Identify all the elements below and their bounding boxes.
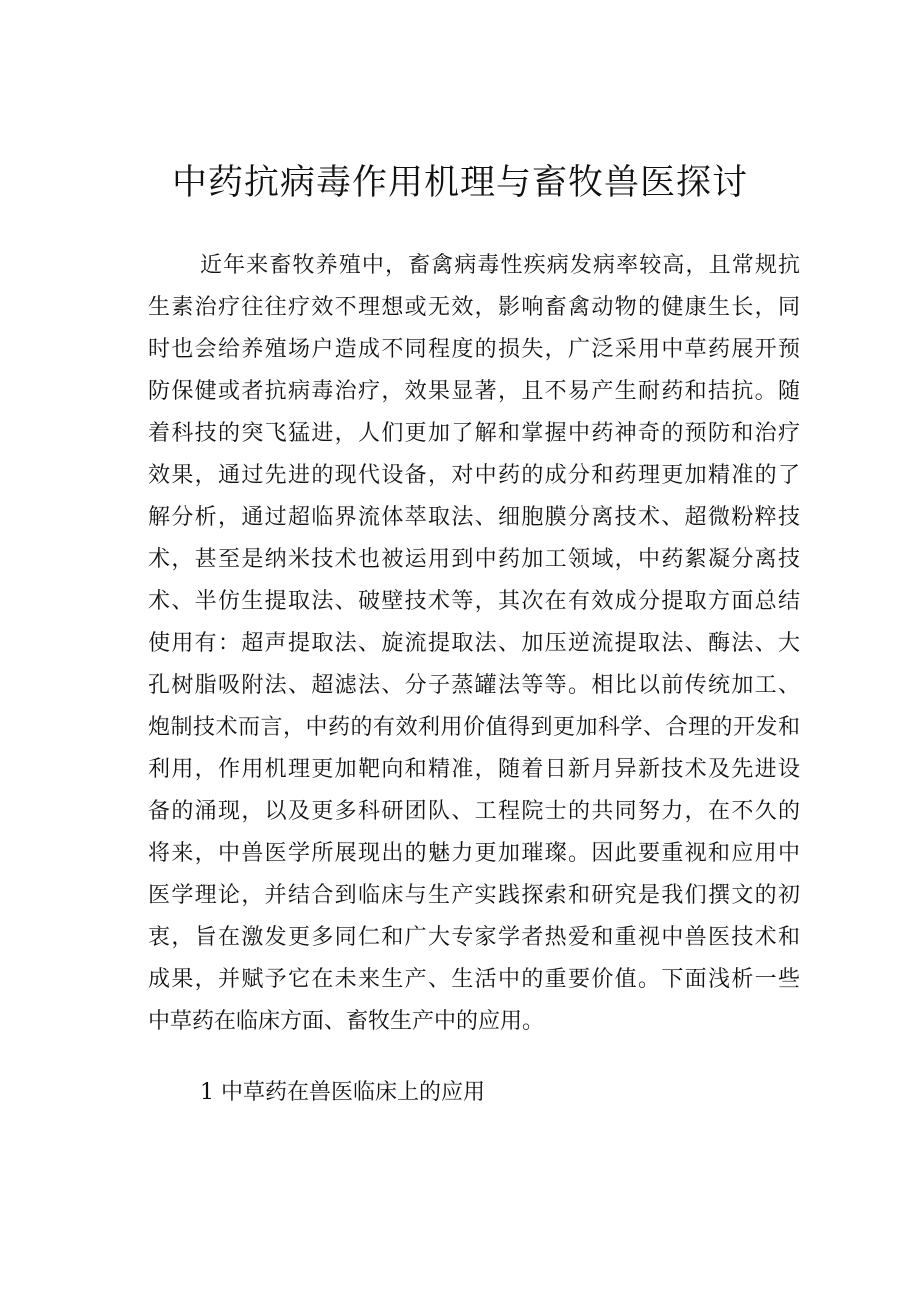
paragraph-line: 中草药在临床方面、畜牧生产中的应用。: [148, 1009, 545, 1034]
paragraph-line: 成果，并赋予它在未来生产、生活中的重要价值。下面浅析一些: [148, 967, 800, 992]
document-title: 中药抗病毒作用机理与畜牧兽医探讨: [171, 163, 748, 203]
paragraph-line: 利用，作用机理更加靶向和精准，随着日新月异新技术及先进设: [148, 757, 800, 782]
paragraph-line: 防保健或者抗病毒治疗，效果显著，且不易产生耐药和拮抗。随: [148, 379, 800, 404]
paragraph-line: 备的涌现，以及更多科研团队、工程院士的共同努力，在不久的: [148, 799, 800, 824]
paragraph-line: 效果，通过先进的现代设备，对中药的成分和药理更加精准的了: [148, 463, 800, 488]
intro-paragraph: [148, 245, 800, 1043]
paragraph-line: 将来，中兽医学所展现出的魅力更加璀璨。因此要重视和应用中: [148, 841, 800, 866]
paragraph-line: 解分析，通过超临界流体萃取法、细胞膜分离技术、超微粉粹技: [148, 505, 800, 530]
section-heading: 1 中草药在兽医临床上的应用: [200, 1080, 485, 1105]
paragraph-line: 炮制技术而言，中药的有效利用价值得到更加科学、合理的开发和: [148, 715, 800, 740]
paragraph-line: 医学理论，并结合到临床与生产实践探索和研究是我们撰文的初: [148, 883, 800, 908]
paragraph-line: 孔树脂吸附法、超滤法、分子蒸罐法等等。相比以前传统加工、: [148, 673, 800, 698]
paragraph-line: 衷，旨在激发更多同仁和广大专家学者热爱和重视中兽医技术和: [148, 925, 800, 950]
paragraph-line: 近年来畜牧养殖中，畜禽病毒性疾病发病率较高，且常规抗: [200, 253, 800, 278]
paragraph-line: 着科技的突飞猛进，人们更加了解和掌握中药神奇的预防和治疗: [148, 421, 800, 446]
paragraph-line: 时也会给养殖场户造成不同程度的损失，广泛采用中草药展开预: [148, 337, 800, 362]
paragraph-line: 术、半仿生提取法、破壁技术等，其次在有效成分提取方面总结: [148, 589, 800, 614]
paragraph-line: 生素治疗往往疗效不理想或无效，影响畜禽动物的健康生长，同: [148, 295, 800, 320]
paragraph-line: 使用有：超声提取法、旋流提取法、加压逆流提取法、酶法、大: [148, 631, 800, 656]
paragraph-line: 术，甚至是纳米技术也被运用到中药加工领域，中药絮凝分离技: [148, 547, 800, 572]
